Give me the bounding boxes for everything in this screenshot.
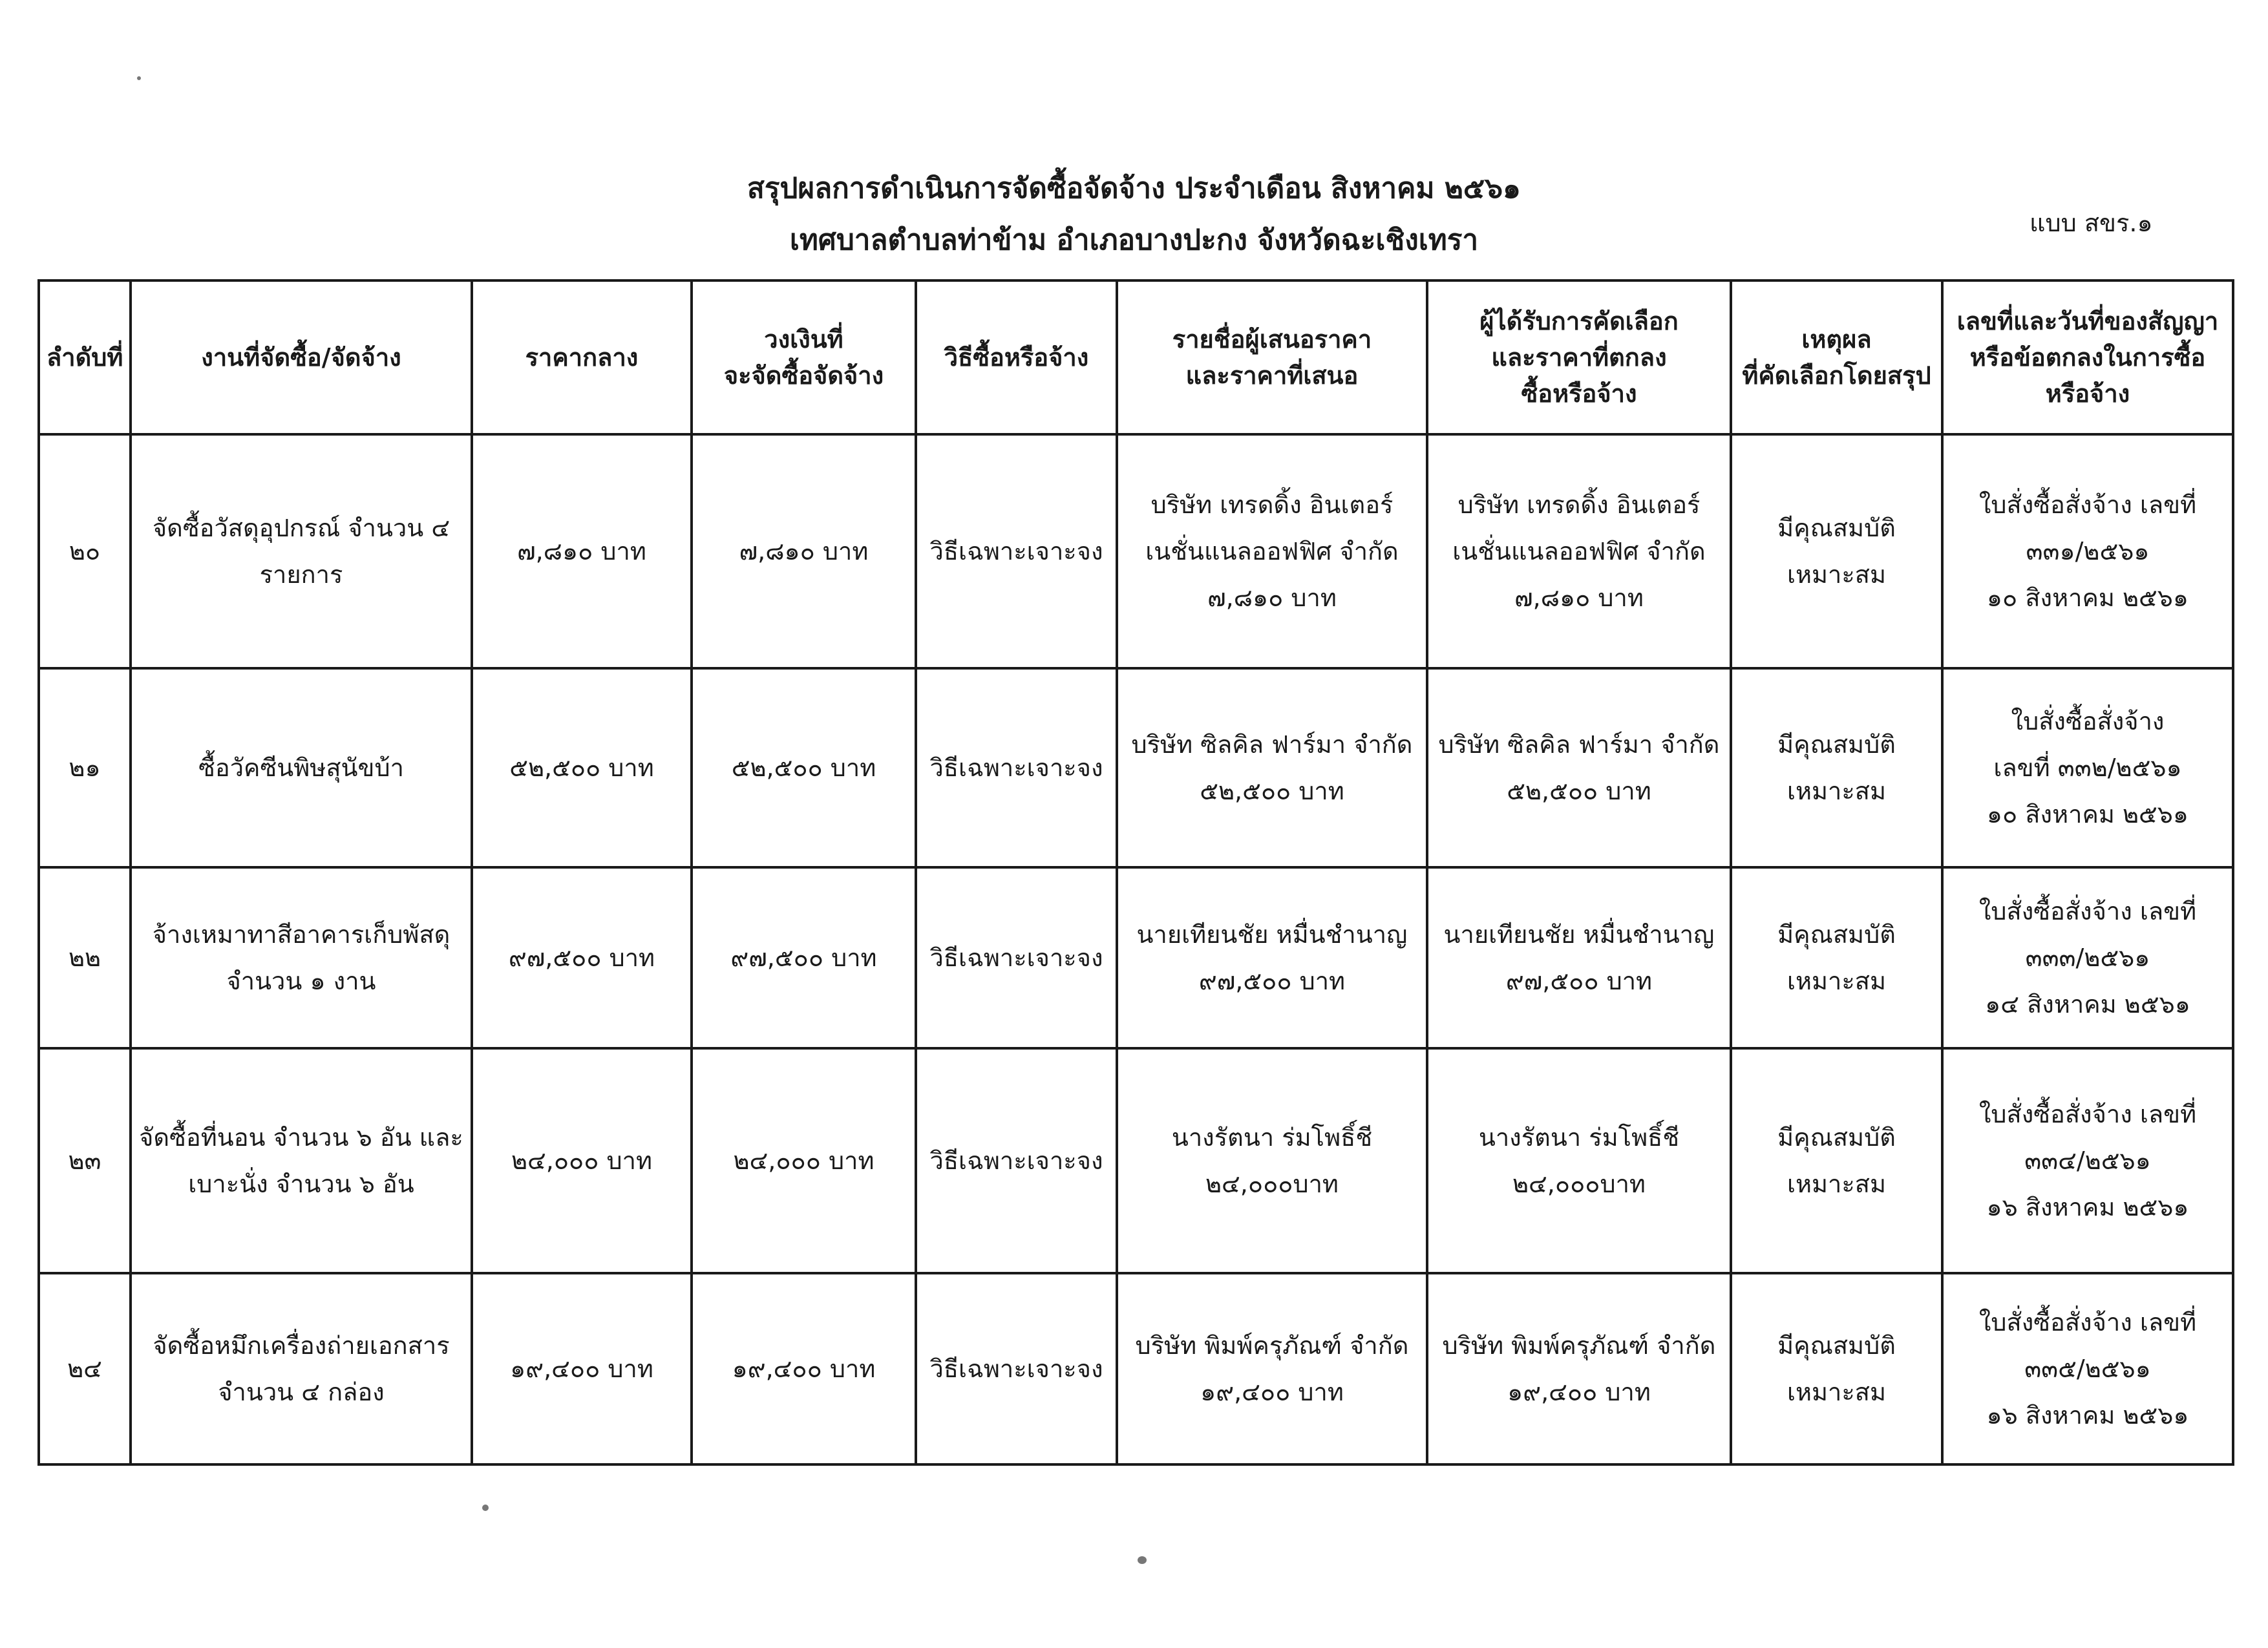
col-header-item: งานที่จัดซื้อ/จัดจ้าง <box>131 280 472 434</box>
col-header-bidders: รายชื่อผู้เสนอราคา และราคาที่เสนอ <box>1117 280 1427 434</box>
col-header-no: ลำดับที่ <box>39 280 131 434</box>
document-subtitle: เทศบาลตำบลท่าข้าม อำเภอบางปะกง จังหวัดฉะเชิงเทรา <box>789 224 1479 257</box>
col-header-median-price: ราคากลาง <box>472 280 692 434</box>
cell-median-price: ๙๗,๕๐๐ บาท <box>472 867 692 1048</box>
cell-budget: ๗,๘๑๐ บาท <box>692 434 916 668</box>
cell-median-price: ๒๔,๐๐๐ บาท <box>472 1048 692 1273</box>
cell-method: วิธีเฉพาะเจาะจง <box>916 1048 1117 1273</box>
scan-speck <box>482 1505 489 1511</box>
col-header-budget: วงเงินที่ จะจัดซื้อจัดจ้าง <box>692 280 916 434</box>
form-code: แบบ สขร.๑ <box>2030 209 2153 237</box>
col-header-reason: เหตุผล ที่คัดเลือกโดยสรุป <box>1731 280 1942 434</box>
cell-no: ๒๒ <box>39 867 131 1048</box>
cell-reason: มีคุณสมบัติ เหมาะสม <box>1731 867 1942 1048</box>
cell-bidders: บริษัท เทรดดิ้ง อินเตอร์ เนชั่นแนลออฟฟิศ จำกัด ๗,๘๑๐ บาท <box>1117 434 1427 668</box>
table-row <box>39 1273 2233 1464</box>
table-row <box>39 668 2233 867</box>
cell-item: จ้างเหมาทาสีอาคารเก็บพัสดุ จำนวน ๑ งาน <box>131 867 472 1048</box>
cell-bidders: บริษัท พิมพ์ครุภัณฑ์ จำกัด ๑๙,๔๐๐ บาท <box>1117 1273 1427 1464</box>
cell-method: วิธีเฉพาะเจาะจง <box>916 1273 1117 1464</box>
cell-bidders: นางรัตนา ร่มโพธิ์ชี ๒๔,๐๐๐บาท <box>1117 1048 1427 1273</box>
cell-selected: นายเทียนชัย หมื่นชำนาญ ๙๗,๕๐๐ บาท <box>1427 867 1731 1048</box>
table-row <box>39 1048 2233 1273</box>
cell-method: วิธีเฉพาะเจาะจง <box>916 867 1117 1048</box>
cell-item: จัดซื้อวัสดุอุปกรณ์ จำนวน ๔ รายการ <box>131 434 472 668</box>
cell-item: จัดซื้อที่นอน จำนวน ๖ อัน และ เบาะนั่ง จำนวน ๖ อัน <box>131 1048 472 1273</box>
cell-reason: มีคุณสมบัติ เหมาะสม <box>1731 668 1942 867</box>
cell-method: วิธีเฉพาะเจาะจง <box>916 434 1117 668</box>
cell-budget: ๒๔,๐๐๐ บาท <box>692 1048 916 1273</box>
procurement-table <box>37 279 2234 1466</box>
scan-speck <box>1138 1556 1147 1564</box>
cell-no: ๒๑ <box>39 668 131 867</box>
cell-median-price: ๑๙,๔๐๐ บาท <box>472 1273 692 1464</box>
cell-budget: ๑๙,๔๐๐ บาท <box>692 1273 916 1464</box>
cell-budget: ๕๒,๕๐๐ บาท <box>692 668 916 867</box>
cell-reason: มีคุณสมบัติ เหมาะสม <box>1731 434 1942 668</box>
cell-no: ๒๓ <box>39 1048 131 1273</box>
cell-median-price: ๕๒,๕๐๐ บาท <box>472 668 692 867</box>
cell-median-price: ๗,๘๑๐ บาท <box>472 434 692 668</box>
document-title: สรุปผลการดำเนินการจัดซื้อจัดจ้าง ประจำเดือน สิงหาคม ๒๕๖๑ <box>747 172 1521 205</box>
cell-no: ๒๔ <box>39 1273 131 1464</box>
cell-bidders: บริษัท ซิลคิล ฟาร์มา จำกัด ๕๒,๕๐๐ บาท <box>1117 668 1427 867</box>
cell-contract: ใบสั่งซื้อสั่งจ้าง เลขที่ ๓๓๔/๒๕๖๑ ๑๖ สิงหาคม ๒๕๖๑ <box>1942 1048 2233 1273</box>
col-header-selected: ผู้ได้รับการคัดเลือก และราคาที่ตกลง ซื้อหรือจ้าง <box>1427 280 1731 434</box>
cell-selected: นางรัตนา ร่มโพธิ์ชี ๒๔,๐๐๐บาท <box>1427 1048 1731 1273</box>
cell-contract: ใบสั่งซื้อสั่งจ้าง เลขที่ ๓๓๒/๒๕๖๑ ๑๐ สิงหาคม ๒๕๖๑ <box>1942 668 2233 867</box>
cell-item: จัดซื้อหมึกเครื่องถ่ายเอกสาร จำนวน ๔ กล่อง <box>131 1273 472 1464</box>
table-row <box>39 434 2233 668</box>
cell-selected: บริษัท พิมพ์ครุภัณฑ์ จำกัด ๑๙,๔๐๐ บาท <box>1427 1273 1731 1464</box>
scan-speck <box>137 76 141 80</box>
table-header-row <box>39 280 2233 434</box>
cell-contract: ใบสั่งซื้อสั่งจ้าง เลขที่ ๓๓๓/๒๕๖๑ ๑๔ สิงหาคม ๒๕๖๑ <box>1942 867 2233 1048</box>
cell-item: ซื้อวัคซีนพิษสุนัขบ้า <box>131 668 472 867</box>
col-header-contract: เลขที่และวันที่ของสัญญา หรือข้อตกลงในการซื้อ หรือจ้าง <box>1942 280 2233 434</box>
table-row <box>39 867 2233 1048</box>
cell-bidders: นายเทียนชัย หมื่นชำนาญ ๙๗,๕๐๐ บาท <box>1117 867 1427 1048</box>
cell-contract: ใบสั่งซื้อสั่งจ้าง เลขที่ ๓๓๑/๒๕๖๑ ๑๐ สิงหาคม ๒๕๖๑ <box>1942 434 2233 668</box>
cell-selected: บริษัท ซิลคิล ฟาร์มา จำกัด ๕๒,๕๐๐ บาท <box>1427 668 1731 867</box>
col-header-method: วิธีซื้อหรือจ้าง <box>916 280 1117 434</box>
cell-method: วิธีเฉพาะเจาะจง <box>916 668 1117 867</box>
cell-contract: ใบสั่งซื้อสั่งจ้าง เลขที่ ๓๓๕/๒๕๖๑ ๑๖ สิงหาคม ๒๕๖๑ <box>1942 1273 2233 1464</box>
cell-reason: มีคุณสมบัติ เหมาะสม <box>1731 1273 1942 1464</box>
cell-no: ๒๐ <box>39 434 131 668</box>
cell-selected: บริษัท เทรดดิ้ง อินเตอร์ เนชั่นแนลออฟฟิศ จำกัด ๗,๘๑๐ บาท <box>1427 434 1731 668</box>
cell-budget: ๙๗,๕๐๐ บาท <box>692 867 916 1048</box>
cell-reason: มีคุณสมบัติ เหมาะสม <box>1731 1048 1942 1273</box>
